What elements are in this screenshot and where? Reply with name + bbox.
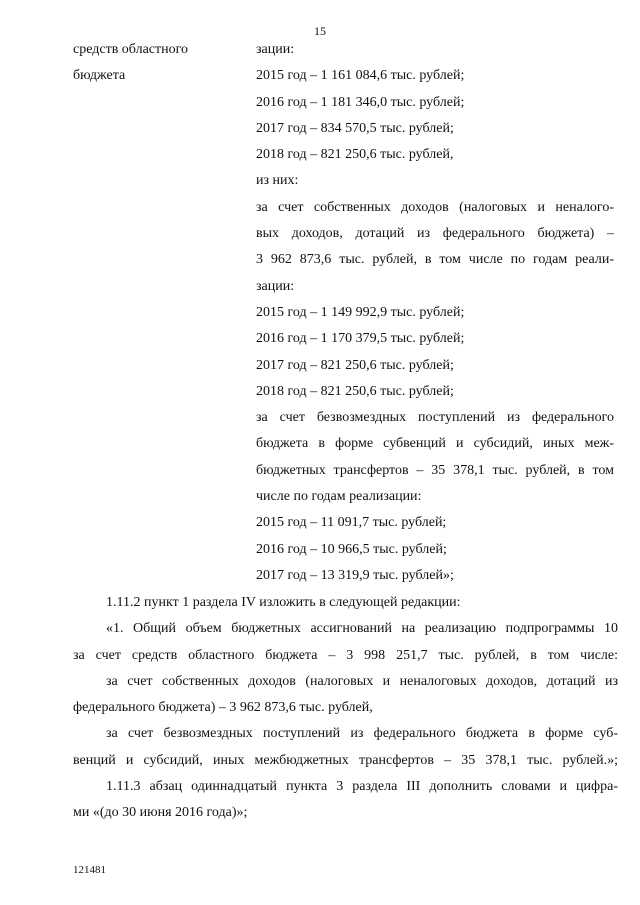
right-line: зации: [256, 278, 295, 294]
body-line: за счет безвозмездных поступлений из федерального бюджета в форме суб- [106, 726, 618, 742]
body-line: федерального бюджета) – 3 962 873,6 тыс. рублей, [73, 700, 373, 716]
body-line: 1.11.3 абзац одиннадцатый пункта 3 раздела III дополнить словами и цифра- [106, 779, 618, 795]
body-line: 1.11.2 пункт 1 раздела IV изложить в следующей редакции: [106, 595, 461, 610]
left-label-line-1: средств областного [73, 42, 189, 57]
right-column-text [256, 37, 614, 589]
page-number: 15 [314, 24, 326, 38]
right-line: 2017 год – 13 319,9 тыс. рублей»; [256, 567, 454, 583]
document-code: 121481 [73, 864, 106, 876]
right-line: 2016 год – 10 966,5 тыс. рублей; [256, 541, 447, 557]
body-line: «1. Общий объем бюджетных ассигнований на реализацию подпрограммы 10 [106, 621, 618, 637]
right-line: 3 962 873,6 тыс. рублей, в том числе по годам реали- [256, 252, 614, 268]
left-label-line-2: бюджета [73, 68, 126, 83]
right-line: 2017 год – 821 250,6 тыс. рублей; [256, 357, 454, 373]
right-line: бюджетных трансфертов – 35 378,1 тыс. рублей, в том [256, 462, 614, 478]
right-line: 2015 год – 1 161 084,6 тыс. рублей; [256, 68, 465, 84]
right-line: 2018 год – 821 250,6 тыс. рублей, [256, 147, 454, 163]
right-line: из них: [256, 173, 299, 189]
right-line: числе по годам реализации: [256, 489, 422, 505]
right-line: 2015 год – 1 149 992,9 тыс. рублей; [256, 304, 465, 320]
right-line: зации: [256, 42, 295, 57]
body-line: ми «(до 30 июня 2016 года)»; [73, 805, 248, 821]
body-paragraphs [73, 590, 618, 827]
right-line: за счет собственных доходов (налоговых и неналого- [256, 199, 614, 215]
right-line: 2016 год – 1 181 346,0 тыс. рублей; [256, 94, 465, 110]
right-line: вых доходов, дотаций из федерального бюджета) – [256, 226, 614, 242]
left-column-label [73, 37, 188, 89]
body-line: за счет собственных доходов (налоговых и неналоговых доходов, дотаций из [106, 673, 618, 689]
right-line: за счет безвозмездных поступлений из федерального [256, 410, 614, 426]
body-line: венций и субсидий, иных межбюджетных трансфертов – 35 378,1 тыс. рублей.»; [73, 752, 618, 768]
right-line: 2015 год – 11 091,7 тыс. рублей; [256, 515, 447, 531]
right-line: 2017 год – 834 570,5 тыс. рублей; [256, 120, 454, 136]
body-line: за счет средств областного бюджета – 3 998 251,7 тыс. рублей, в том числе: [73, 647, 618, 663]
right-line: 2016 год – 1 170 379,5 тыс. рублей; [256, 331, 465, 347]
right-line: 2018 год – 821 250,6 тыс. рублей; [256, 383, 454, 399]
right-line: бюджета в форме субвенций и субсидий, иных меж- [256, 436, 614, 452]
